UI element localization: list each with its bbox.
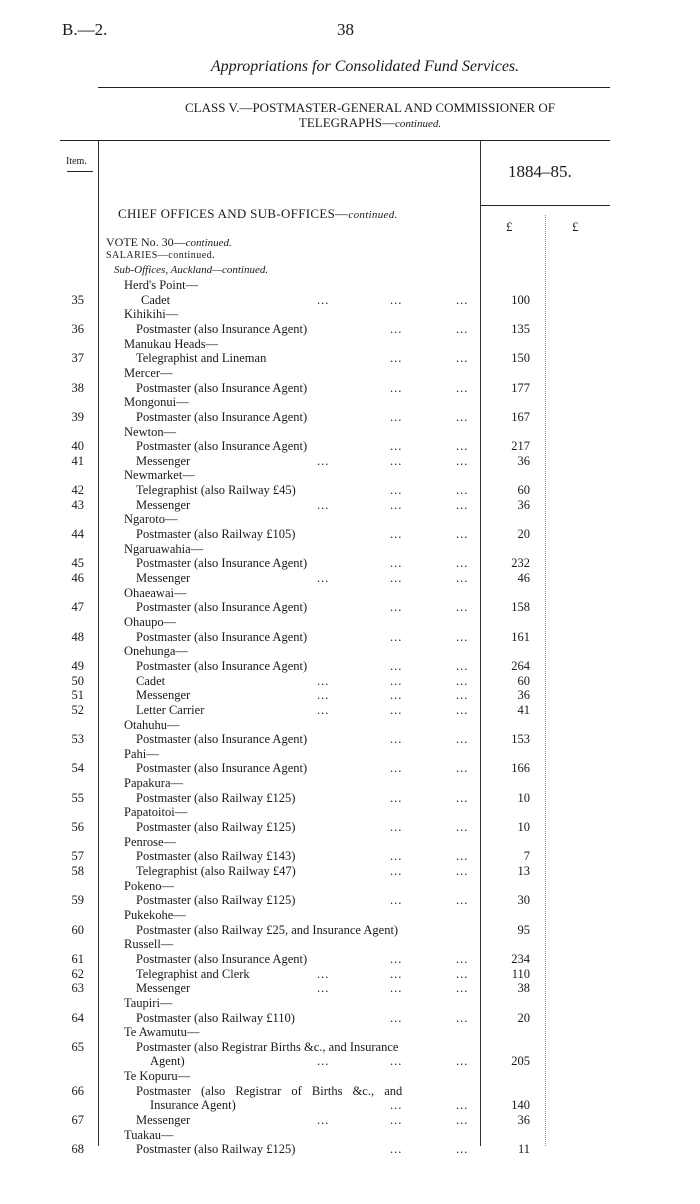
dot-leader: ... (317, 673, 330, 688)
table-row (0, 454, 700, 469)
document-code: B.—2. (62, 20, 108, 39)
dot-leader: ... (390, 351, 403, 366)
item-number: 43 (71, 497, 84, 512)
item-description: Letter Carrier (136, 702, 205, 717)
office-heading-row (0, 337, 700, 352)
item-number: 48 (71, 629, 84, 644)
office-name: Ngaruawahia— (124, 541, 204, 556)
dot-leader: ... (456, 761, 469, 776)
item-number: 52 (71, 702, 84, 717)
pound-symbol-1: £ (506, 219, 513, 234)
item-description: Postmaster (also Insurance Agent) (136, 321, 308, 336)
table-row (0, 1040, 700, 1055)
dot-leader: ... (456, 1054, 469, 1069)
office-name: Russell— (124, 937, 174, 952)
amount-cell: 100 (511, 292, 530, 307)
item-description: Telegraphist (also Railway £45) (136, 483, 296, 498)
item-description: Postmaster (also Railway £125) (136, 820, 296, 835)
office-heading-row (0, 1098, 700, 1113)
dot-leader: ... (317, 1054, 330, 1069)
amount-cell: 10 (517, 820, 530, 835)
item-number: 41 (71, 453, 84, 468)
office-name: Taupiri— (124, 995, 173, 1010)
dot-leader: ... (390, 966, 403, 981)
dot-leader: ... (456, 702, 469, 717)
dot-leader: ... (456, 600, 469, 615)
dot-leader: ... (317, 981, 330, 996)
table-row (0, 527, 700, 542)
item-description: Postmaster (also Insurance Agent) (136, 439, 308, 454)
office-name: Tuakau— (124, 1127, 174, 1142)
item-number: 57 (71, 849, 84, 864)
item-description: Telegraphist and Clerk (136, 966, 250, 981)
dot-leader: ... (456, 527, 469, 542)
salaries-heading: SALARIES—continued. (106, 250, 216, 261)
dot-leader: ... (317, 292, 330, 307)
dot-leader: ... (390, 951, 403, 966)
amount-cell: 20 (517, 1010, 530, 1025)
section-heading: CHIEF OFFICES AND SUB-OFFICES—continued. (118, 206, 398, 221)
item-description: Postmaster (also Insurance Agent) (136, 409, 308, 424)
dot-leader: ... (390, 292, 403, 307)
year-column-header: 1884–85. (508, 162, 572, 181)
item-number: 38 (71, 380, 84, 395)
table-row (0, 600, 700, 615)
table-row (0, 820, 700, 835)
office-heading-row (0, 644, 700, 659)
dot-leader: ... (390, 409, 403, 424)
dot-leader: ... (456, 556, 469, 571)
office-name: Mongonui— (124, 395, 189, 410)
item-number: 60 (71, 922, 84, 937)
dot-leader: ... (317, 571, 330, 585)
dot-leader: ... (456, 864, 469, 878)
dot-leader: ... (390, 1098, 403, 1113)
item-number: 68 (71, 1142, 84, 1157)
office-heading-row (0, 395, 700, 410)
office-name: Otahuhu— (124, 717, 180, 732)
amount-cell: 11 (517, 1142, 530, 1157)
amount-cell: 36 (517, 688, 530, 703)
item-description: Postmaster (also Insurance Agent) (136, 556, 308, 571)
dot-leader: ... (456, 849, 469, 864)
dot-leader: ... (456, 732, 469, 747)
year-header-rule (480, 205, 610, 206)
page-title: Appropriations for Consolidated Fund Services. (210, 58, 520, 75)
item-description: Postmaster (also Registrar Births &c., and Insurance (136, 1039, 399, 1054)
dot-leader: ... (456, 981, 469, 996)
amount-cell: 110 (511, 966, 530, 981)
item-column-header: Item. (66, 156, 87, 167)
amount-cell: 135 (511, 321, 530, 336)
title-rule (98, 87, 610, 88)
table-row (0, 322, 700, 337)
amount-cell: 167 (511, 409, 530, 424)
item-description: Postmaster (also Insurance Agent) (136, 380, 308, 395)
dot-leader: ... (390, 981, 403, 996)
item-number: 35 (71, 292, 84, 307)
dot-leader: ... (456, 497, 469, 512)
dot-leader: ... (456, 483, 469, 498)
item-description: Postmaster (also Insurance Agent) (136, 658, 308, 673)
table-row (0, 688, 700, 703)
office-name: Onehunga— (124, 644, 188, 659)
item-number: 36 (71, 321, 84, 336)
office-heading-row (0, 776, 700, 791)
dot-leader: ... (456, 453, 469, 468)
amount-cell: 205 (511, 1054, 530, 1069)
office-heading-row (0, 366, 700, 381)
item-description: Postmaster (also Railway £25, and Insurance Agent) (136, 922, 399, 937)
item-description: Postmaster (also Railway £125) (136, 790, 296, 805)
table-row (0, 761, 700, 776)
dot-leader: ... (390, 497, 403, 512)
office-heading-row (0, 1025, 700, 1040)
item-number: 67 (71, 1113, 84, 1128)
dot-leader: ... (456, 820, 469, 835)
dot-leader: ... (390, 600, 403, 615)
table-row (0, 1113, 700, 1128)
item-number: 44 (71, 527, 84, 542)
dot-leader: ... (456, 966, 469, 981)
dot-leader: ... (317, 966, 330, 981)
dot-leader: ... (317, 1113, 330, 1128)
table-row (0, 1084, 700, 1099)
office-heading-row (0, 908, 700, 923)
dot-leader: ... (456, 1098, 469, 1113)
dot-leader: ... (390, 1142, 403, 1157)
amount-cell: 10 (517, 790, 530, 805)
item-description: Messenger (136, 688, 191, 703)
table-row (0, 791, 700, 806)
dot-leader: ... (390, 761, 403, 776)
amount-cell: 232 (511, 556, 530, 571)
office-heading-row (0, 1069, 700, 1084)
dot-leader: ... (456, 951, 469, 966)
dot-leader: ... (390, 702, 403, 717)
office-name: Pukekohe— (124, 907, 186, 922)
item-description: Postmaster (also Railway £110) (136, 1010, 295, 1025)
amount-cell: 234 (511, 951, 530, 966)
table-row (0, 293, 700, 308)
amount-cell: 217 (511, 439, 530, 454)
office-name: Pahi— (124, 746, 159, 761)
amount-cell: 60 (517, 673, 530, 688)
office-name: Pokeno— (124, 878, 174, 893)
heading-rule (60, 140, 610, 141)
table-row (0, 571, 700, 586)
class-heading-line1: CLASS V.—POSTMASTER-GENERAL AND COMMISSIONER OF (185, 100, 555, 115)
dot-leader: ... (390, 380, 403, 395)
dot-leader: ... (456, 292, 469, 307)
amount-cell: 41 (517, 702, 530, 717)
amount-cell: 153 (511, 732, 530, 747)
dot-leader: ... (456, 673, 469, 688)
table-row (0, 732, 700, 747)
table-row (0, 439, 700, 454)
table-row (0, 849, 700, 864)
table-row (0, 923, 700, 938)
vote-heading: VOTE No. 30—continued. (106, 235, 232, 249)
amount-cell: 158 (511, 600, 530, 615)
office-heading-row (0, 1128, 700, 1143)
table-row (0, 556, 700, 571)
class-heading-line2: TELEGRAPHS—continued. (298, 115, 442, 130)
office-name: Papakura— (124, 776, 184, 791)
item-description: Messenger (136, 981, 191, 996)
dot-leader: ... (456, 409, 469, 424)
office-heading-row (0, 996, 700, 1011)
item-number: 50 (71, 673, 84, 688)
item-description: Messenger (136, 497, 191, 512)
item-description: Postmaster (also Railway £125) (136, 893, 296, 908)
dot-leader: ... (390, 1113, 403, 1128)
office-name: Penrose— (124, 834, 177, 849)
office-heading-row (0, 307, 700, 322)
dot-leader: ... (390, 820, 403, 835)
amount-cell: 140 (511, 1098, 530, 1113)
amount-cell: 20 (517, 527, 530, 542)
item-description: Postmaster (also Insurance Agent) (136, 732, 308, 747)
office-heading-row (0, 425, 700, 440)
dot-leader: ... (456, 629, 469, 644)
amount-cell: 38 (517, 981, 530, 996)
dot-leader: ... (390, 527, 403, 542)
item-description: Postmaster (also Railway £105) (136, 527, 296, 542)
office-name: Herd's Point— (124, 278, 199, 292)
office-heading-row (0, 835, 700, 850)
item-number: 66 (71, 1083, 84, 1098)
office-heading-row (0, 879, 700, 894)
dot-leader: ... (456, 893, 469, 908)
item-number: 56 (71, 820, 84, 835)
table-row (0, 498, 700, 513)
table-row (0, 483, 700, 498)
dot-leader: ... (390, 483, 403, 498)
dot-leader: ... (456, 439, 469, 454)
table-row (0, 952, 700, 967)
amount-cell: 36 (517, 1113, 530, 1128)
dot-leader: ... (390, 849, 403, 864)
item-description: Postmaster (also Insurance Agent) (136, 629, 308, 644)
item-number: 58 (71, 864, 84, 878)
item-description: Messenger (136, 571, 191, 585)
amount-cell: 95 (517, 922, 530, 937)
dot-leader: ... (456, 1142, 469, 1157)
dot-leader: ... (390, 893, 403, 908)
dot-leader: ... (456, 321, 469, 336)
item-number: 65 (71, 1039, 84, 1054)
item-number: 51 (71, 688, 84, 703)
table-row (0, 659, 700, 674)
item-description: Telegraphist (also Railway £47) (136, 864, 296, 878)
dot-leader: ... (456, 380, 469, 395)
table-row (0, 410, 700, 425)
item-number: 37 (71, 351, 84, 366)
office-name: Kihikihi— (124, 307, 179, 322)
amount-cell: 7 (523, 849, 530, 864)
dot-leader: ... (390, 439, 403, 454)
item-number: 64 (71, 1010, 84, 1025)
item-description: Telegraphist and Lineman (136, 351, 267, 366)
office-name: Ohaeawai— (124, 585, 187, 600)
item-description: Messenger (136, 453, 191, 468)
item-number: 46 (71, 571, 84, 585)
dot-leader: ... (317, 453, 330, 468)
amount-cell: 166 (511, 761, 530, 776)
table-row (0, 630, 700, 645)
office-heading-row (0, 805, 700, 820)
item-description: Cadet (141, 292, 171, 307)
amount-cell: 264 (511, 658, 530, 673)
item-description: Postmaster (also Railway £143) (136, 849, 296, 864)
item-number: 63 (71, 981, 84, 996)
office-name: Mercer— (124, 365, 173, 380)
item-number: 59 (71, 893, 84, 908)
table-row (0, 981, 700, 996)
table-row (0, 1011, 700, 1026)
table-row (0, 703, 700, 718)
table-row (0, 1142, 700, 1157)
office-name: Te Kopuru— (124, 1069, 191, 1084)
amount-cell: 36 (517, 453, 530, 468)
table-row (0, 864, 700, 879)
dot-leader: ... (390, 790, 403, 805)
office-heading-row (0, 512, 700, 527)
amount-cell: 46 (517, 571, 530, 585)
dot-leader: ... (456, 790, 469, 805)
item-header-rule (67, 171, 93, 172)
dot-leader: ... (456, 688, 469, 703)
dot-leader: ... (317, 702, 330, 717)
table-row (0, 351, 700, 366)
office-name: Newton— (124, 424, 177, 439)
dot-leader: ... (456, 1113, 469, 1128)
office-heading-row (0, 615, 700, 630)
office-name: Manukau Heads— (124, 336, 219, 351)
item-description: Messenger (136, 1113, 191, 1128)
amount-cell: 150 (511, 351, 530, 366)
office-heading-row (0, 542, 700, 557)
office-heading-row (0, 586, 700, 601)
office-name: Insurance Agent) (150, 1098, 236, 1113)
dot-leader: ... (390, 658, 403, 673)
office-heading-row (0, 937, 700, 952)
dot-leader: ... (317, 688, 330, 703)
table-row (0, 674, 700, 689)
item-description: Postmaster (also Insurance Agent) (136, 600, 308, 615)
office-heading-row (0, 718, 700, 733)
dot-leader: ... (456, 351, 469, 366)
item-description: Cadet (136, 673, 166, 688)
amount-cell: 13 (517, 864, 530, 878)
item-number: 49 (71, 658, 84, 673)
amount-cell: 177 (511, 380, 530, 395)
dot-leader: ... (456, 1010, 469, 1025)
item-number: 45 (71, 556, 84, 571)
table-row (0, 967, 700, 982)
office-name: Ngaroto— (124, 512, 178, 527)
office-heading-row (0, 747, 700, 762)
amount-cell: 36 (517, 497, 530, 512)
dot-leader: ... (456, 658, 469, 673)
item-number: 47 (71, 600, 84, 615)
dot-leader: ... (390, 629, 403, 644)
office-name: Agent) (150, 1054, 185, 1069)
office-name: Ohaupo— (124, 614, 177, 629)
item-number: 40 (71, 439, 84, 454)
item-description: Postmaster (also Insurance Agent) (136, 761, 308, 776)
item-number: 53 (71, 732, 84, 747)
item-number: 39 (71, 409, 84, 424)
table-row (0, 893, 700, 908)
dot-leader: ... (390, 688, 403, 703)
dot-leader: ... (456, 571, 469, 585)
dot-leader: ... (390, 571, 403, 585)
office-name: Papatoitoi— (124, 805, 188, 820)
dot-leader: ... (317, 497, 330, 512)
amount-cell: 30 (517, 893, 530, 908)
page-number: 38 (337, 20, 354, 39)
item-description: Postmaster (also Registrar of Births &c., and (136, 1083, 403, 1098)
dot-leader: ... (390, 732, 403, 747)
table-row (0, 381, 700, 396)
office-heading-row (0, 468, 700, 483)
dot-leader: ... (390, 556, 403, 571)
office-name: Te Awamutu— (124, 1025, 200, 1040)
dot-leader: ... (390, 321, 403, 336)
office-name: Newmarket— (124, 468, 195, 483)
item-number: 55 (71, 790, 84, 805)
item-number: 62 (71, 966, 84, 981)
dot-leader: ... (390, 1054, 403, 1069)
item-description: Postmaster (also Railway £125) (136, 1142, 296, 1157)
item-number: 61 (71, 951, 84, 966)
pound-symbol-2: £ (572, 219, 579, 234)
amount-cell: 60 (517, 483, 530, 498)
item-number: 54 (71, 761, 84, 776)
suboffices-heading: Sub-Offices, Auckland—continued. (114, 264, 269, 276)
dot-leader: ... (390, 673, 403, 688)
item-number: 42 (71, 483, 84, 498)
dot-leader: ... (390, 1010, 403, 1025)
item-description: Postmaster (also Insurance Agent) (136, 951, 308, 966)
office-heading-row (0, 1054, 700, 1069)
amount-cell: 161 (511, 629, 530, 644)
dot-leader: ... (390, 864, 403, 878)
office-heading-row (0, 278, 700, 293)
dot-leader: ... (390, 453, 403, 468)
